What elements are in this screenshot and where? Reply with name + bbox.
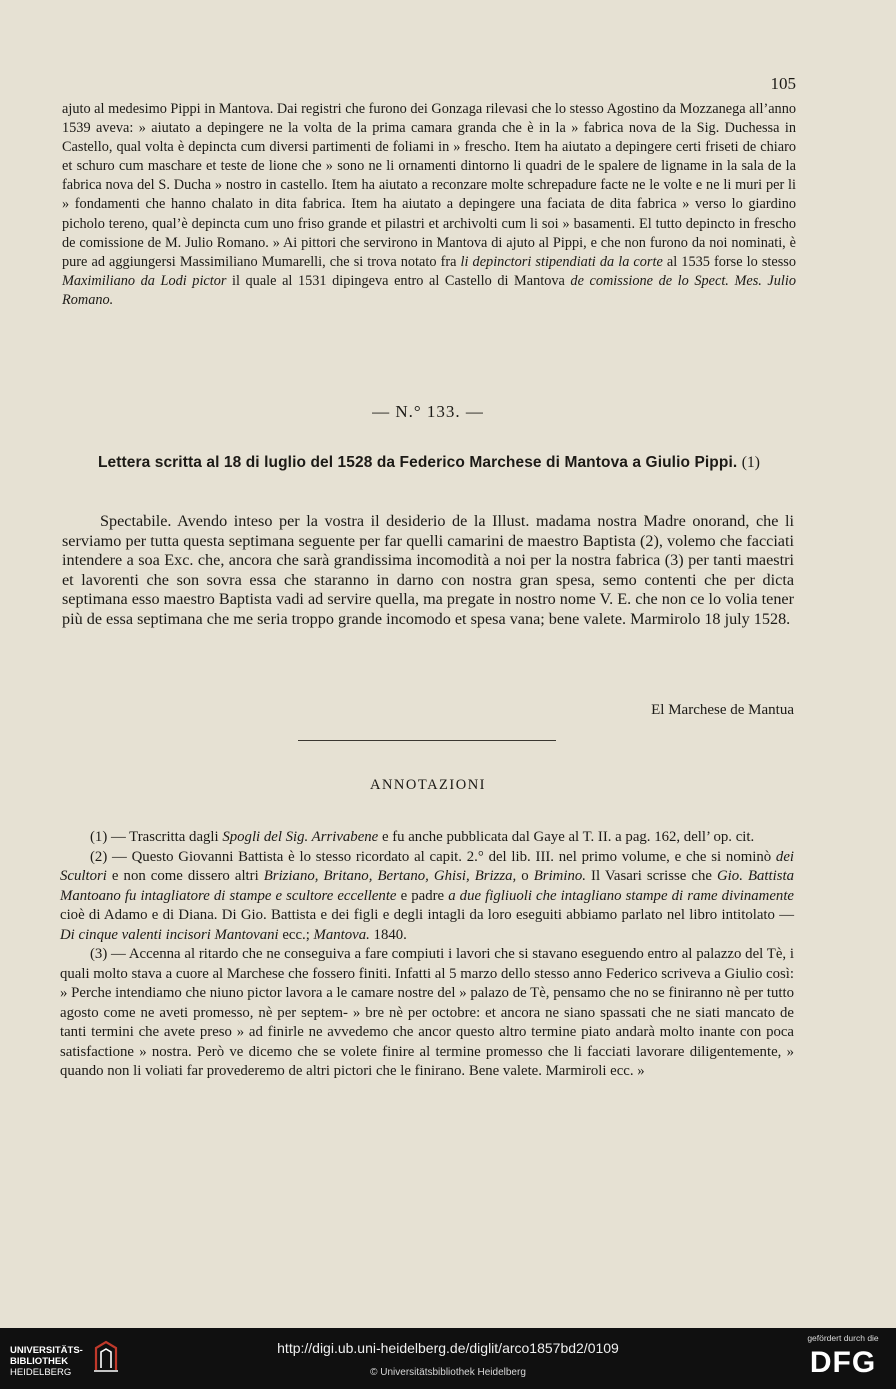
italic-text-run: Brimino. xyxy=(533,868,586,884)
letter-title-text: Lettera scritta al 18 di luglio del 1528 da Federico Marchese di Mantova a Giulio Pippi. xyxy=(97,454,738,471)
annotation-note-3 xyxy=(60,945,794,1082)
italic-text-run: a due figliuoli che intagliano stampe di rame divinamente xyxy=(448,887,794,904)
italic-text-run: Spogli del Sig. Arrivabene xyxy=(222,829,379,845)
text-run: e non come dissero altri xyxy=(106,868,264,884)
intro-paragraph xyxy=(62,100,796,310)
funder-label: gefördert durch die xyxy=(807,1333,879,1343)
letter-body: Spectabile. Avendo inteso per la vostra il desiderio de la Illust. madama nostra Madre onorand, che li serviamo per tutta questa septimana seguente per far quelli camarini de maestro Baptista (2), volemo che facciati intendere a soa Exc. che, ancora che sarà grandissima incomodità a noi per la nostra fabrica (3) per tanti maestri et lavorenti che son sovra essa che staranno in darno con nostra gran spesa, semo contenti che per dicta septimana esso maestro Baptista vadi ad servire quella, ma pregate in nostro nome V. E. che non ce lo volia tener più de essa septimana che me seria troppo grande incomodo et spesa vana; bene valete. Marmirolo 18 july 1528. xyxy=(62,512,794,628)
letter-title-footnote-ref: (1) xyxy=(741,454,761,471)
italic-text-run: dei Scultori xyxy=(60,848,794,884)
library-line-3: HEIDELBERG xyxy=(10,1367,72,1378)
text-run: al 1535 forse lo stesso xyxy=(662,253,796,270)
text-run: o xyxy=(516,868,534,884)
dfg-logo: DFG xyxy=(809,1346,877,1379)
annotations-heading: ANNOTAZIONI xyxy=(369,777,486,793)
italic-text-run: Gio. Battista Mantoano fu intagliatore di stampe e scultore eccellente xyxy=(60,868,794,904)
text-run: (3) — Accenna al ritardo che ne conseguiva a fare compiuti i lavori che si stavano eseguendo entro al palazzo del Tè, i quali molto stava a cuore al Marchese che fossero finiti. Infatti al 5 marzo dello stesso anno Federico scriveva a Giulio così: » Perche intendiamo che niuno pictor lavora a le camare nostre del » palazo de Tè, pensamo che no se finiranno nè per tutto agosto come ne aveti promesso, nè per septem- » bre nè per octobre: et ancora ne siano spassati che ne siati mancato de tanti termini che avete preso » ad finirle ne avvedemo che ancor questo altro termine piato andarà molto inante con poca satisfactione » nostra. Però ve dicemo che se volete finire al termine promesso che li facciati lavorare diligentemente, » quando non li voliati far provederemo de altri pictori che le finirano. Bene valete. Marmiroli ecc. » xyxy=(60,946,794,1079)
letter-title xyxy=(62,454,796,472)
letter-number: — N.° 133. — xyxy=(372,402,484,421)
library-line-2: BIBLIOTHEK xyxy=(10,1356,69,1367)
footer-bar xyxy=(0,1328,896,1389)
italic-text-run: Mantova. xyxy=(313,926,370,943)
annotations-notes xyxy=(60,828,794,1082)
annotation-note-2 xyxy=(60,848,794,946)
italic-text-run: de comissione de lo Spect. Mes. Julio Romano. xyxy=(62,272,797,308)
text-run: ajuto al medesimo Pippi in Mantova. Dai registri che furono dei Gonzaga rilevasi che lo stesso Agostino da Mozzanega all’anno 1539 aveva: » aiutato a depingere ne la volta de la prima camara granda che è in la » fabrica nova de la Sig. Duchessa in Castello, qual volta è depincta cum diversi partimenti de foliami in » frescho. Item ha aiutato a depingere certi friseti de chiaro et schuro cum maschare et teste de lione che » sono ne li ornamenti dintorno li quadri de le spalere de ligname in la sala de la fabrica nova del S. Ducha » nostro in castello. Item ha aiutato a reconzare molte schrepadure facte ne le volte e ne li muri per li » fondamenti che hanno chalato in dita fabrica. Item ha aiutato a depingere una faciata de dita fabrica » verso lo giardino picholo tereno, qual’è depincta cum uno friso grande et pilastri et archivolti cum li soi » basamenti. El tutto depincto in frescho de comissione de M. Julio Romano. » Ai pittori che servirono in Mantova di ajuto al Pippi, e che non furono da noi nominati, è pure ad aggiungersi Massimiliano Mumarelli, che si trova notato fra xyxy=(62,101,796,270)
section-divider xyxy=(298,740,556,741)
text-run: il quale al 1531 dipingeva entro al Castello di Mantova xyxy=(226,272,571,289)
library-line-1: UNIVERSITÄTS- xyxy=(10,1345,83,1356)
permalink-url[interactable]: http://digi.ub.uni-heidelberg.de/diglit/arco1857bd2/0109 xyxy=(277,1340,619,1356)
italic-text-run: li depinctori stipendiati da la corte xyxy=(460,253,663,270)
text-run: (2) — Questo Giovanni Battista è lo stesso ricordato al capit. 2.° del lib. III. nel primo volume, e che si nominò xyxy=(90,848,776,865)
italic-text-run: Maximiliano da Lodi pictor xyxy=(62,272,227,289)
annotation-note-1 xyxy=(60,828,794,848)
text-run: e padre xyxy=(396,887,449,904)
page-number: 105 xyxy=(770,74,796,93)
letter-signature: El Marchese de Mantua xyxy=(651,702,794,718)
italic-text-run: Di cinque valenti incisori Mantovani xyxy=(60,926,279,943)
italic-text-run: Briziano, Britano, Bertano, Ghisi, Brizza, xyxy=(263,868,517,884)
text-run: Il Vasari scrisse che xyxy=(585,868,717,884)
text-run: e fu anche pubblicata dal Gaye al T. II. a pag. 162, dell’ op. cit. xyxy=(378,829,755,845)
text-run: 1840. xyxy=(369,926,407,943)
copyright-notice: © Universitätsbibliothek Heidelberg xyxy=(370,1367,526,1378)
text-run: cioè di Adamo e di Diana. Di Gio. Battista e dei figli e degli intagli da loro eseguiti abbiamo parlato nel libro intitolato — xyxy=(60,907,794,923)
text-run: ecc.; xyxy=(278,926,314,943)
text-run: (1) — Trascritta dagli xyxy=(90,829,223,845)
